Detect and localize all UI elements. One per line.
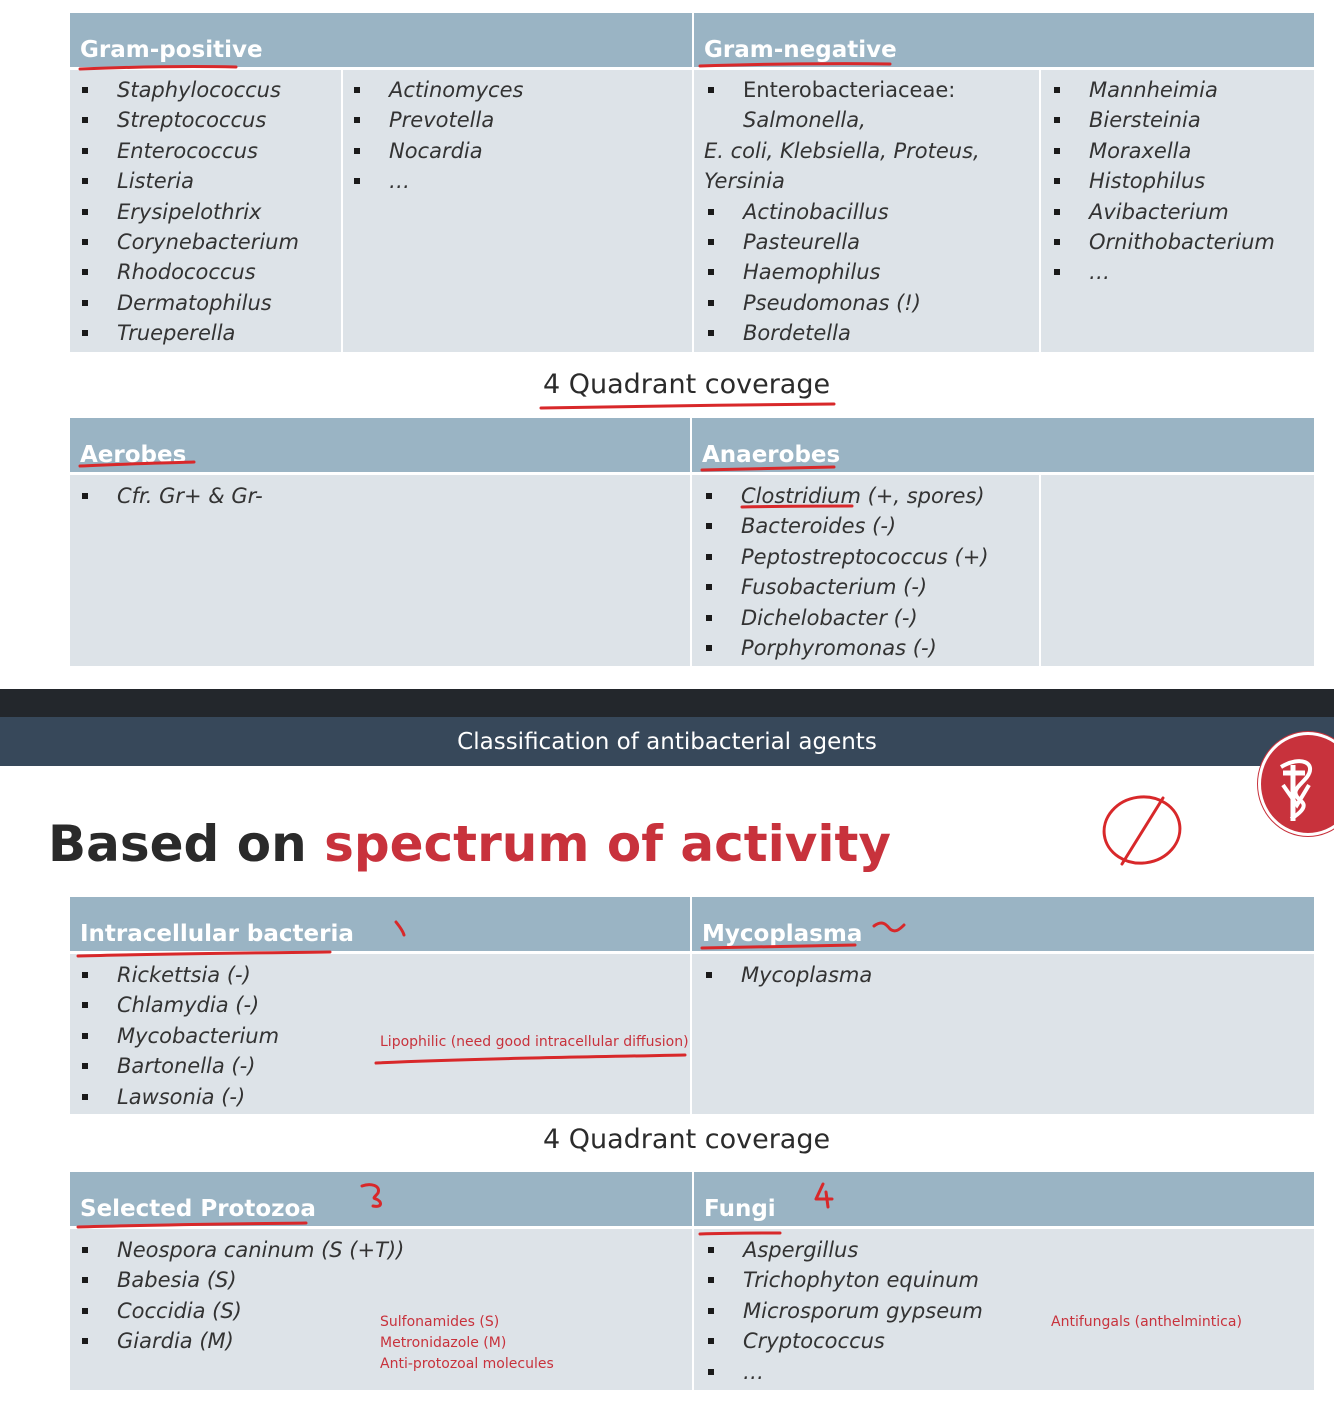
list-item: Pseudomonas (!) — [696, 288, 980, 318]
protozoa-list — [70, 1235, 404, 1357]
list-item: Microsporum gypseum — [696, 1296, 983, 1326]
list-item: Histophilus — [1042, 166, 1275, 196]
intracellular-table — [70, 897, 1314, 1114]
list-item: Coccidia (S) — [70, 1296, 404, 1326]
gram-positive-header-label: Gram-positive — [80, 37, 263, 63]
list-item: Babesia (S) — [70, 1265, 404, 1295]
list-item: Porphyromonas (-) — [694, 633, 989, 663]
list-item: Nocardia — [342, 136, 523, 166]
list-item: Avibacterium — [1042, 197, 1275, 227]
list-item: … — [1042, 257, 1275, 287]
list-item: Moraxella — [1042, 136, 1275, 166]
list-item: Actinobacillus — [696, 197, 980, 227]
protozoa-notes — [380, 1312, 554, 1375]
slide-title-part2: spectrum of activity — [324, 815, 891, 873]
list-item: Dichelobacter (-) — [694, 603, 989, 633]
list-item: Pasteurella — [696, 227, 980, 257]
lipophilic-note: Lipophilic (need good intracellular diffusion) — [380, 1034, 689, 1050]
list-item: Staphylococcus — [70, 75, 299, 105]
slide-topbar — [0, 717, 1334, 766]
gram-positive-list-1 — [70, 75, 299, 349]
list-item: Peptostreptococcus (+) — [694, 542, 989, 572]
list-item: Actinomyces — [342, 75, 523, 105]
anaerobes-header — [692, 418, 1314, 472]
list-item: Salmonella, — [743, 108, 866, 133]
protozoa-header-label: Selected Protozoa — [80, 1196, 316, 1222]
mycoplasma-header — [692, 897, 1314, 951]
list-item: Fusobacterium (-) — [694, 572, 989, 602]
slide-divider — [0, 689, 1334, 717]
list-item: Rhodococcus — [70, 257, 299, 287]
list-item: Listeria — [70, 166, 299, 196]
list-item: Neospora caninum (S (+T)) — [70, 1235, 404, 1265]
note-line: Anti-protozoal molecules — [380, 1356, 554, 1372]
list-item: Bartonella (-) — [70, 1051, 279, 1081]
topbar-title: Classification of antibacterial agents — [457, 728, 877, 755]
list-item: Mycoplasma — [694, 960, 872, 990]
note-line: Sulfonamides (S) — [380, 1314, 500, 1330]
list-item: … — [342, 166, 523, 196]
mycoplasma-list — [694, 960, 872, 990]
intracellular-header — [70, 897, 690, 951]
list-item: Chlamydia (-) — [70, 990, 279, 1020]
list-item: Lawsonia (-) — [70, 1082, 279, 1112]
slide-title-part1: Based on — [48, 815, 325, 873]
gram-positive-header — [70, 13, 692, 67]
caduceus-icon — [1258, 732, 1334, 836]
fungi-list — [696, 1235, 983, 1387]
list-item: Aspergillus — [696, 1235, 983, 1265]
list-item: Corynebacterium — [70, 227, 299, 257]
oxygen-table — [70, 418, 1314, 666]
list-item: Rickettsia (-) — [70, 960, 279, 990]
list-item: Cryptococcus — [696, 1326, 983, 1356]
list-item: Haemophilus — [696, 257, 980, 287]
gram-negative-list-2 — [1042, 75, 1275, 288]
list-item: Prevotella — [342, 105, 523, 135]
protozoa-header — [70, 1172, 692, 1226]
intracellular-header-label: Intracellular bacteria — [80, 921, 354, 947]
quadrant-coverage-label-2: 4 Quadrant coverage — [543, 1124, 831, 1155]
aerobes-list — [70, 481, 263, 511]
gram-table — [70, 13, 1314, 352]
slide-title — [48, 815, 891, 873]
anaerobes-header-label: Anaerobes — [702, 442, 841, 468]
gram-negative-header — [694, 13, 1314, 67]
list-item: Clostridium (+, spores) — [694, 481, 989, 511]
list-item: E. coli, Klebsiella, Proteus, — [704, 138, 980, 163]
list-item: Cfr. Gr+ & Gr- — [70, 481, 263, 511]
fungi-header — [694, 1172, 1314, 1226]
list-item: Giardia (M) — [70, 1326, 404, 1356]
anaerobes-list — [694, 481, 989, 663]
intracellular-list — [70, 960, 279, 1112]
gram-negative-header-label: Gram-negative — [704, 37, 897, 63]
list-item: Mycobacterium — [70, 1021, 279, 1051]
list-item: Ornithobacterium — [1042, 227, 1275, 257]
fungi-note: Antifungals (anthelmintica) — [1051, 1314, 1242, 1330]
list-item: Yersinia — [704, 169, 785, 194]
list-item: Enterococcus — [70, 136, 299, 166]
aerobes-header-label: Aerobes — [80, 442, 187, 468]
aerobes-header — [70, 418, 690, 472]
list-item: Dermatophilus — [70, 288, 299, 318]
list-item: Erysipelothrix — [70, 197, 299, 227]
mycoplasma-header-label: Mycoplasma — [702, 921, 863, 947]
list-item: Trueperella — [70, 318, 299, 348]
list-item: Mannheimia — [1042, 75, 1275, 105]
list-item: Trichophyton equinum — [696, 1265, 983, 1295]
list-item: Bacteroides (-) — [694, 511, 989, 541]
quadrant-coverage-label-1: 4 Quadrant coverage — [543, 369, 831, 400]
list-item: Bordetella — [696, 318, 980, 348]
list-item: Biersteinia — [1042, 105, 1275, 135]
protozoa-fungi-table — [70, 1172, 1314, 1390]
note-line: Metronidazole (M) — [380, 1335, 507, 1351]
list-item: Streptococcus — [70, 105, 299, 135]
gram-negative-list-1 — [696, 75, 980, 349]
fungi-header-label: Fungi — [704, 1196, 776, 1222]
gram-positive-list-2 — [342, 75, 523, 197]
list-item: … — [696, 1357, 983, 1387]
list-item: Enterobacteriaceae: — [696, 75, 980, 105]
